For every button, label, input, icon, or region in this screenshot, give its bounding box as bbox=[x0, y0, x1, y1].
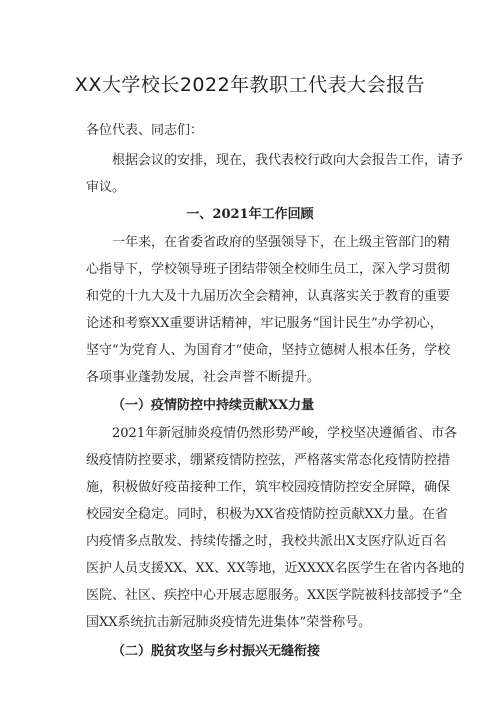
section1-line-1: 一年来，在省委省政府的坚强领导下，在上级主管部门的精 bbox=[112, 235, 451, 250]
intro-line-2: 审议。 bbox=[86, 180, 126, 195]
subsection1-line-3: 施，积极做好疫苗接种工作，筑牢校园疫情防控安全屏障，确保 bbox=[86, 480, 451, 495]
subsection1-line-5: 内疫情多点散发、持续传播之时，我校共派出X支医疗队近百名 bbox=[86, 534, 447, 549]
section1-line-4: 论述和考察XX重要讲话精神，牢记服务“国计民生”办学初心， bbox=[86, 316, 443, 331]
section1-line-5: 坚守“为党育人、为国育才”使命，坚持立德树人根本任务，学校 bbox=[86, 343, 451, 358]
intro-line-1: 根据会议的安排，现在，我代表校行政向大会报告工作，请予 bbox=[112, 153, 464, 168]
subsection1-line-1: 2021年新冠肺炎疫情仍然形势严峻，学校坚决遵循省、市各 bbox=[112, 426, 458, 441]
section1-line-6: 各项事业蓬勃发展，社会声誉不断提升。 bbox=[86, 370, 321, 385]
section1-line-2: 心指导下，学校领导班子团结带领全校师生员工，深入学习贯彻 bbox=[86, 262, 451, 277]
subsection1-line-6: 医护人员支援XX、XX、XX等地，近XXXX名医学生在省内各地的 bbox=[86, 561, 465, 576]
subsection1-line-8: 国XX系统抗击新冠肺炎疫情先进集体”荣誉称号。 bbox=[86, 615, 372, 630]
section-heading-1: 一、2021年工作回顾 bbox=[186, 207, 314, 222]
document-title: XX大学校长2022年教职工代表大会报告 bbox=[74, 74, 426, 96]
salutation: 各位代表、同志们： bbox=[86, 123, 204, 138]
subsection-heading-2: （二）脱贫攻坚与乡村振兴无缝衔接 bbox=[112, 644, 321, 659]
section1-line-3: 和党的十九大及十九届历次全会精神，认真落实关于教育的重要 bbox=[86, 289, 451, 304]
subsection1-line-4: 校园安全稳定。同时，积极为XX省疫情防控贡献XX力量。在省 bbox=[86, 507, 449, 522]
subsection-heading-1: （一）疫情防控中持续贡献XX力量 bbox=[112, 398, 315, 413]
subsection1-line-7: 医院、社区、疾控中心开展志愿服务。XX医学院被科技部授予“全 bbox=[86, 588, 463, 603]
subsection1-line-2: 级疫情防控要求，绷紧疫情防控弦，严格落实常态化疫情防控措 bbox=[86, 453, 451, 468]
